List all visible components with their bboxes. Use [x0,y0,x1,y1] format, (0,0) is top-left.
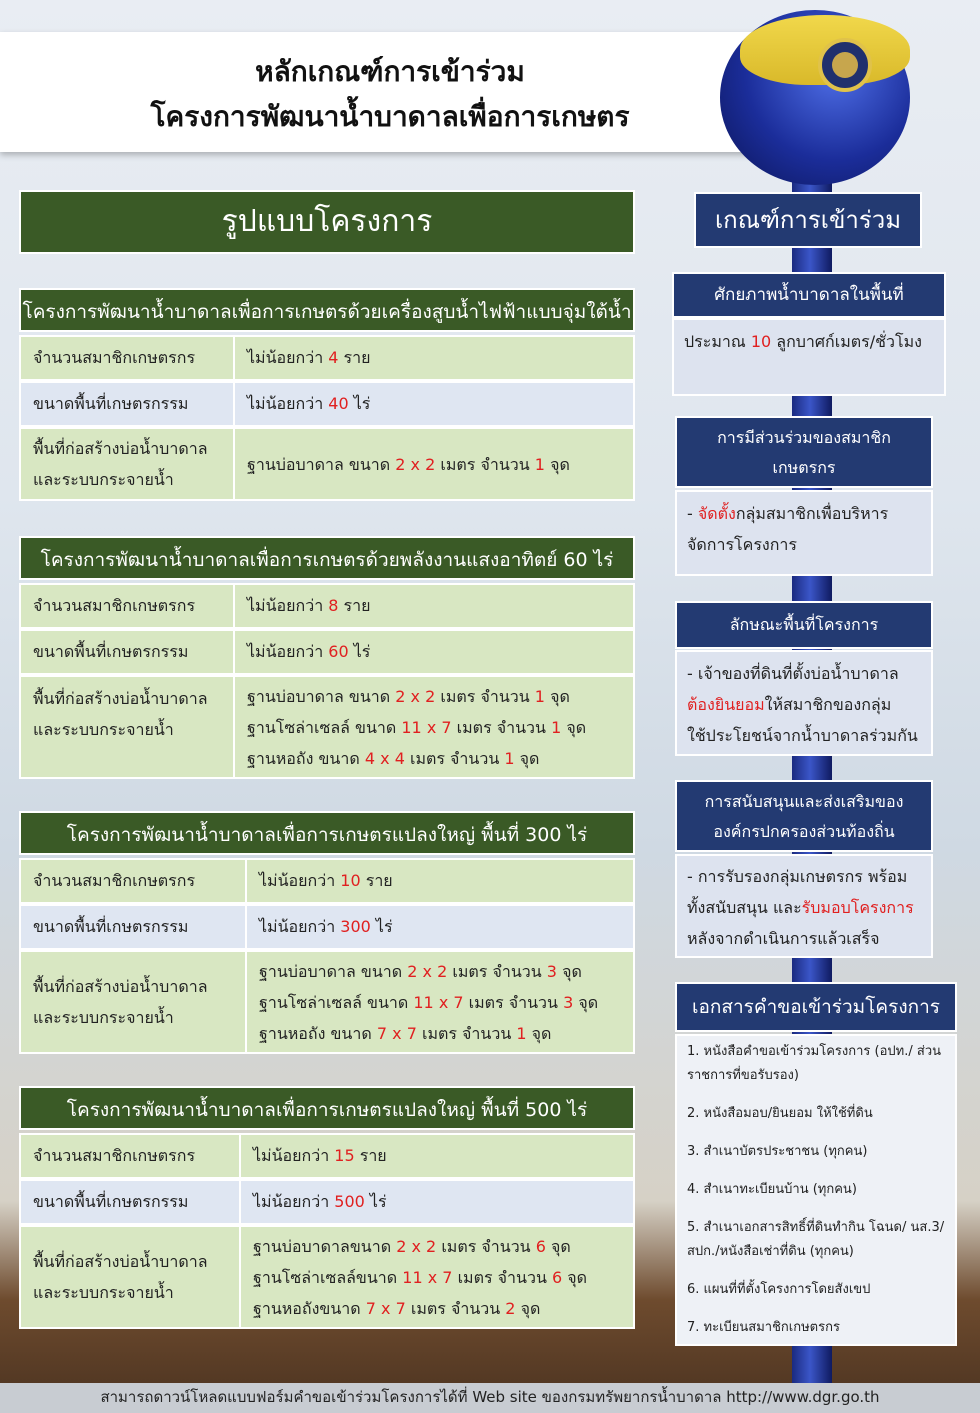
site-label: พื้นที่ก่อสร้างบ่อน้ำบาดาล และระบบกระจายน้ำ [21,1227,241,1327]
site-item: ฐานบ่อบาดาล ขนาด 2 x 2 เมตร จำนวน 1 จุด [247,686,570,706]
criteria-3-title: ลักษณะพื้นที่โครงการ [675,601,933,649]
documents-header: เอกสารคำขอเข้าร่วมโครงการ [675,982,957,1032]
site-item: ฐานบ่อบาดาลขนาด 2 x 2 เมตร จำนวน 6 จุด [253,1236,571,1256]
site-label: พื้นที่ก่อสร้างบ่อน้ำบาดาล และระบบกระจายน้ำ [21,429,235,499]
page-title-line2: โครงการพัฒนาน้ำบาดาลเพื่อการเกษตร [150,100,630,133]
project-4-site-row [19,1225,635,1329]
footer-download-note: สามารถดาวน์โหลดแบบฟอร์มคำขอเข้าร่วมโครงการได้ที่ Web site ของกรมทรัพยากรน้ำบาดาล http://www.dgr.go.th [0,1383,980,1413]
members-label: จำนวนสมาชิกเกษตรกร [21,585,235,627]
project-2-site-row [19,675,635,779]
project-2-title: โครงการพัฒนาน้ำบาดาลเพื่อการเกษตรด้วยพลังงานแสงอาทิตย์ 60 ไร่ [19,536,635,580]
dgr-seal-icon [818,38,872,92]
criteria-2-title: การมีส่วนร่วมของสมาชิก เกษตรกร [675,416,933,488]
document-item: 6. แผนที่ที่ตั้งโครงการโดยสังเขป [687,1282,871,1297]
site-label: พื้นที่ก่อสร้างบ่อน้ำบาดาล และระบบกระจายน้ำ [21,952,247,1052]
project-3-title: โครงการพัฒนาน้ำบาดาลเพื่อการเกษตรแปลงใหญ่ พื้นที่ 300 ไร่ [19,811,635,855]
project-2-members-row: จำนวนสมาชิกเกษตรกร ไม่น้อยกว่า 8 ราย [19,583,635,629]
project-3-area-row: ขนาดพื้นที่เกษตรกรรม ไม่น้อยกว่า 300 ไร่ [19,904,635,950]
document-item: 4. สำเนาทะเบียนบ้าน (ทุกคน) [687,1182,857,1197]
area-label: ขนาดพื้นที่เกษตรกรรม [21,906,247,948]
site-item: ฐานโซล่าเซลล์ ขนาด 11 x 7 เมตร จำนวน 1 จุด [247,717,587,737]
site-item: ฐานโซล่าเซลล์ ขนาด 11 x 7 เมตร จำนวน 3 จุด [259,992,599,1012]
site-item: ฐานบ่อบาดาล ขนาด 2 x 2 เมตร จำนวน 3 จุด [259,961,582,981]
area-label: ขนาดพื้นที่เกษตรกรรม [21,631,235,673]
members-label: จำนวนสมาชิกเกษตรกร [21,860,247,902]
area-label: ขนาดพื้นที่เกษตรกรรม [21,1181,241,1223]
project-4-members-row: จำนวนสมาชิกเกษตรกร ไม่น้อยกว่า 15 ราย [19,1133,635,1179]
criteria-2-body: - จัดตั้งกลุ่มสมาชิกเพื่อบริหาร จัดการโครงการ [675,490,933,576]
document-item: 3. สำเนาบัตรประชาชน (ทุกคน) [687,1144,868,1159]
project-4-title: โครงการพัฒนาน้ำบาดาลเพื่อการเกษตรแปลงใหญ่ พื้นที่ 500 ไร่ [19,1086,635,1130]
documents-list [675,1034,957,1346]
page-title-line1: หลักเกณฑ์การเข้าร่วม [255,55,525,88]
project-1-area-row: ขนาดพื้นที่เกษตรกรรม ไม่น้อยกว่า 40 ไร่ [19,381,635,427]
site-item: ฐานหอถัง ขนาด 4 x 4 เมตร จำนวน 1 จุด [247,748,540,768]
criteria-1-title: ศักยภาพน้ำบาดาลในพื้นที่ [672,272,946,318]
criteria-4-title: การสนับสนุนและส่งเสริมของ องค์กรปกครองส่วนท้องถิ่น [675,780,933,852]
criteria-3-body: - เจ้าของที่ดินที่ตั้งบ่อน้ำบาดาล ต้องยินยอมให้สมาชิกของกลุ่ม ใช้ประโยชน์จากน้ำบาดาลร่วมกัน [675,650,933,756]
site-item: ฐานหอถังขนาด 7 x 7 เมตร จำนวน 2 จุด [253,1298,541,1318]
project-3-site-row [19,950,635,1054]
criteria-1-body: ประมาณ 10 ลูกบาศก์เมตร/ชั่วโมง [672,318,946,396]
document-item: 7. ทะเบียนสมาชิกเกษตรกร [687,1320,840,1335]
site-item: ฐานบ่อบาดาล ขนาด 2 x 2 เมตร จำนวน 1 จุด [247,454,570,474]
project-1-title: โครงการพัฒนาน้ำบาดาลเพื่อการเกษตรด้วยเครื่องสูบน้ำไฟฟ้าแบบจุ่มใต้น้ำ [19,288,635,332]
site-item: ฐานหอถัง ขนาด 7 x 7 เมตร จำนวน 1 จุด [259,1023,552,1043]
project-4-area-row: ขนาดพื้นที่เกษตรกรรม ไม่น้อยกว่า 500 ไร่ [19,1179,635,1225]
site-label: พื้นที่ก่อสร้างบ่อน้ำบาดาล และระบบกระจายน้ำ [21,677,235,777]
document-item: 5. สำเนาเอกสารสิทธิ์ที่ดินทำกิน โฉนด/ นส.3/สปก./หนังสือเช่าที่ดิน (ทุกคน) [687,1220,945,1259]
project-2-area-row: ขนาดพื้นที่เกษตรกรรม ไม่น้อยกว่า 60 ไร่ [19,629,635,675]
project-1-members-row: จำนวนสมาชิกเกษตรกร ไม่น้อยกว่า 4 ราย [19,335,635,381]
project-types-header: รูปแบบโครงการ [19,190,635,254]
members-label: จำนวนสมาชิกเกษตรกร [21,337,235,379]
document-item: 2. หนังสือมอบ/ยินยอม ให้ใช้ที่ดิน [687,1106,873,1121]
area-label: ขนาดพื้นที่เกษตรกรรม [21,383,235,425]
members-label: จำนวนสมาชิกเกษตรกร [21,1135,241,1177]
document-item: 1. หนังสือคำขอเข้าร่วมโครงการ (อปท./ ส่วนราชการที่ขอรับรอง) [687,1044,942,1083]
project-1-site-row [19,427,635,501]
criteria-header: เกณฑ์การเข้าร่วม [694,192,922,248]
criteria-4-body: - การรับรองกลุ่มเกษตรกร พร้อม ทั้งสนับสนุน และรับมอบโครงการ หลังจากดำเนินการแล้วเสร็จ [675,854,933,958]
project-3-members-row: จำนวนสมาชิกเกษตรกร ไม่น้อยกว่า 10 ราย [19,858,635,904]
site-item: ฐานโซล่าเซลล์ขนาด 11 x 7 เมตร จำนวน 6 จุด [253,1267,588,1287]
